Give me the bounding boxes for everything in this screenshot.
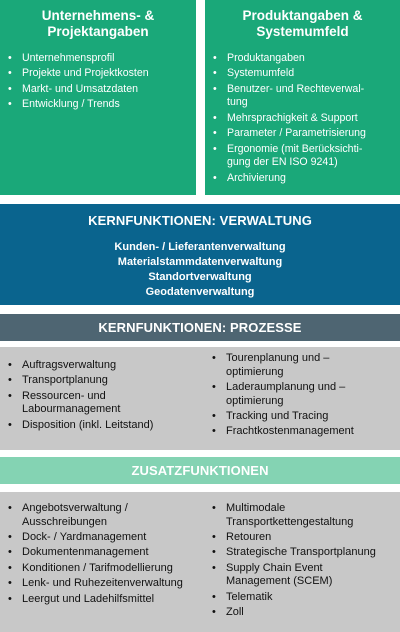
additional-item: • Supply Chain Event Management (SCEM) bbox=[210, 562, 396, 589]
core-process-list-left bbox=[6, 359, 202, 434]
additional-item: • Konditionen / Tarifmodellierung bbox=[6, 562, 202, 576]
core-process-item: • Transportplanung bbox=[6, 374, 202, 388]
additional-item: • Lenk- und Ruhezeitenverwaltung bbox=[6, 577, 202, 591]
core-process-header bbox=[0, 314, 400, 341]
core-admin-item: Geodatenverwaltung bbox=[145, 286, 255, 298]
additional-item: • Dokumentenmanagement bbox=[6, 546, 202, 560]
core-process-item: • Tourenplanung und – optimierung bbox=[210, 352, 396, 379]
core-admin-item: Standortverwaltung bbox=[148, 271, 252, 283]
core-process-item: • Ressourcen- und Labourmanagement bbox=[6, 390, 202, 417]
additional-item: • Multimodale Transportkettengestaltung bbox=[210, 502, 396, 529]
company-project-item: • Entwicklung / Trends bbox=[6, 98, 192, 112]
company-project-title bbox=[0, 8, 196, 40]
core-process-item: • Frachtkostenmanagement bbox=[210, 425, 396, 439]
additional-list-left bbox=[6, 502, 202, 608]
additional-panel bbox=[0, 492, 400, 632]
additional-header bbox=[0, 457, 400, 484]
additional-item: • Zoll bbox=[210, 606, 396, 620]
core-admin-list bbox=[0, 240, 400, 300]
product-system-title-line1: Produktangaben & bbox=[242, 8, 363, 23]
product-system-title bbox=[205, 8, 400, 40]
core-process-item: • Auftragsverwaltung bbox=[6, 359, 202, 373]
company-project-list bbox=[6, 52, 192, 114]
core-process-item: • Disposition (inkl. Leitstand) bbox=[6, 419, 202, 433]
core-process-title: KERNFUNKTIONEN: PROZESSE bbox=[98, 320, 302, 335]
core-admin-item: Materialstammdatenverwaltung bbox=[117, 256, 283, 268]
company-project-title-line2: Projektangaben bbox=[47, 24, 149, 39]
company-project-item: • Unternehmensprofil bbox=[6, 52, 192, 66]
company-project-item: • Projekte und Projektkosten bbox=[6, 67, 192, 81]
additional-item: • Dock- / Yardmanagement bbox=[6, 531, 202, 545]
core-process-panel bbox=[0, 347, 400, 450]
core-admin-panel bbox=[0, 204, 400, 305]
core-admin-title: KERNFUNKTIONEN: VERWALTUNG bbox=[88, 213, 312, 228]
company-project-item: • Markt- und Umsatzdaten bbox=[6, 83, 192, 97]
product-system-item: • Ergonomie (mit Berücksichti- gung der EN ISO 9241) bbox=[211, 143, 398, 170]
core-process-item: • Tracking und Tracing bbox=[210, 410, 396, 424]
additional-item: • Angebotsverwaltung / Ausschreibungen bbox=[6, 502, 202, 529]
additional-list-right bbox=[210, 502, 396, 622]
additional-item: • Strategische Transportplanung bbox=[210, 546, 396, 560]
core-process-item: • Laderaumplanung und – optimierung bbox=[210, 381, 396, 408]
additional-item: • Telematik bbox=[210, 591, 396, 605]
product-system-item: • Produktangaben bbox=[211, 52, 398, 66]
product-system-title-line2: Systemumfeld bbox=[256, 24, 349, 39]
product-system-list bbox=[211, 52, 398, 187]
product-system-item: • Systemumfeld bbox=[211, 67, 398, 81]
core-process-list-right bbox=[210, 352, 396, 441]
additional-item: • Retouren bbox=[210, 531, 396, 545]
company-project-title-line1: Unternehmens- & bbox=[41, 8, 155, 23]
product-system-item: • Benutzer- und Rechteverwal- tung bbox=[211, 83, 398, 110]
product-system-item: • Mehrsprachigkeit & Support bbox=[211, 112, 398, 126]
product-system-panel bbox=[205, 0, 400, 195]
core-admin-item: Kunden- / Lieferantenverwaltung bbox=[114, 241, 286, 253]
additional-title: ZUSATZFUNKTIONEN bbox=[131, 463, 269, 478]
product-system-item: • Parameter / Parametrisierung bbox=[211, 127, 398, 141]
additional-item: • Leergut und Ladehilfsmittel bbox=[6, 593, 202, 607]
product-system-item: • Archivierung bbox=[211, 172, 398, 186]
company-project-panel bbox=[0, 0, 196, 195]
